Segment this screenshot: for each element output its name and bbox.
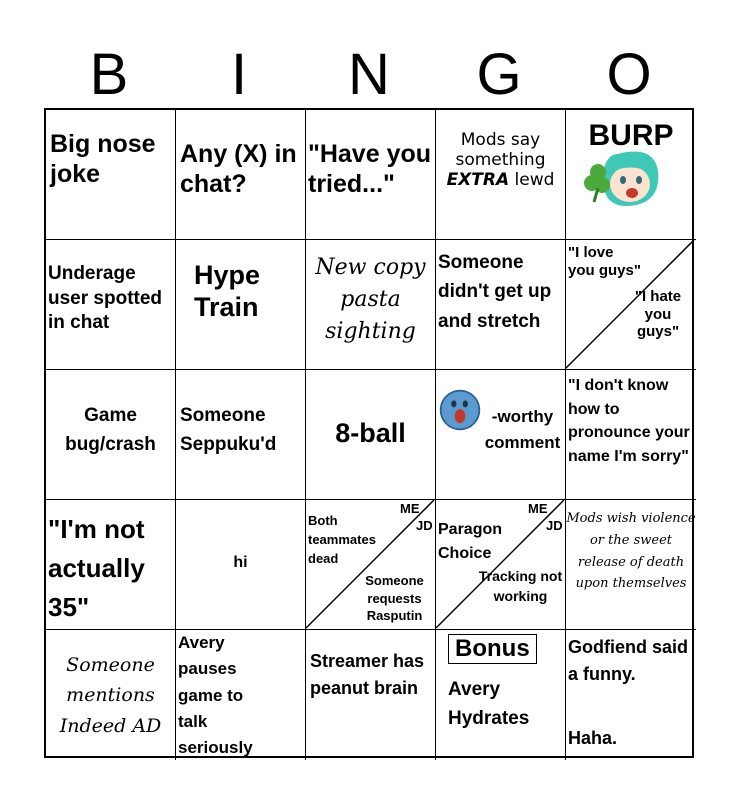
cell-o5[interactable]	[566, 630, 696, 760]
me-label: ME	[400, 501, 420, 516]
tracking-text: Tracking not working	[478, 568, 563, 605]
header-letter-n: N	[348, 42, 390, 107]
cell-text: Avery pauses game to talk seriously	[178, 633, 253, 758]
cell-text: Someone mentions Indeed AD	[59, 654, 162, 737]
jd-label: JD	[416, 518, 433, 533]
cell-g3[interactable]	[436, 370, 566, 500]
paragon-text: Paragon Choice	[438, 521, 503, 562]
cell-text: Mods wish violence or the sweet release of death upon themselves	[566, 511, 696, 592]
cell-n4[interactable]	[306, 500, 436, 630]
cell-i2[interactable]	[176, 240, 306, 370]
cell-text: Game bug/crash	[65, 405, 156, 455]
cell-g4[interactable]	[436, 500, 566, 630]
header-letter-b: B	[89, 42, 129, 107]
mods-say-text: Mods say something	[455, 130, 546, 171]
cell-g1[interactable]	[436, 110, 566, 240]
cell-text: New copy pasta sighting	[315, 255, 426, 344]
cell-text: Big nose joke	[50, 130, 156, 188]
cell-o4[interactable]	[566, 500, 696, 630]
cell-n3[interactable]	[306, 370, 436, 500]
cell-o3[interactable]	[566, 370, 696, 500]
cell-text: hi	[233, 554, 248, 571]
cell-text: Streamer has peanut brain	[310, 651, 425, 698]
cell-g5[interactable]	[436, 630, 566, 760]
cell-i5[interactable]	[176, 630, 306, 760]
header-letter-o: O	[606, 42, 652, 107]
jd-label: JD	[546, 518, 563, 533]
shocked-face-icon	[438, 388, 482, 432]
cell-text: "I don't know how to pronounce your name I'm sorry"	[568, 377, 690, 466]
hate-text: "I hate you guys"	[634, 288, 682, 341]
cell-text: Someone didn't get up and stretch	[438, 252, 552, 332]
love-text: "I love you guys"	[568, 244, 641, 279]
cell-text	[440, 130, 561, 190]
cell-b3[interactable]	[46, 370, 176, 500]
haha-text: Haha.	[568, 728, 618, 748]
cell-text: Underage user spotted in chat	[48, 263, 163, 334]
cell-text: -worthy comment	[484, 407, 561, 452]
cell-text: BURP	[588, 119, 674, 152]
cell-g2[interactable]	[436, 240, 566, 370]
header-letter-g: G	[476, 42, 522, 107]
cell-i3[interactable]	[176, 370, 306, 500]
godfiend-text: Godfiend said a funny.	[568, 637, 689, 684]
cell-b4[interactable]	[46, 500, 176, 630]
cell-o2[interactable]	[566, 240, 696, 370]
bonus-badge: Bonus	[448, 634, 537, 664]
me-label: ME	[528, 501, 548, 516]
cell-text: "I'm not actually 35"	[48, 514, 145, 622]
bingo-grid	[44, 108, 694, 758]
cell-i1[interactable]	[176, 110, 306, 240]
cell-text: "Have you tried..."	[308, 140, 432, 198]
cell-o1[interactable]	[566, 110, 696, 240]
lewd-text: lewd	[514, 170, 555, 191]
burp-emote-icon	[566, 110, 696, 240]
cell-text: Hype Train	[194, 260, 261, 322]
cell-text: Someone Seppuku'd	[180, 405, 277, 455]
bonus-wrap	[448, 634, 561, 664]
cell-n1[interactable]	[306, 110, 436, 240]
rasputin-text: Someone requests Rasputin	[365, 573, 424, 624]
cell-i4[interactable]	[176, 500, 306, 630]
cell-b5[interactable]	[46, 630, 176, 760]
cell-n5[interactable]	[306, 630, 436, 760]
cell-n2[interactable]	[306, 240, 436, 370]
extra-text: EXTRA	[446, 170, 510, 191]
both-dead-text: Both teammates dead	[308, 513, 376, 566]
hydrates-text: Avery Hydrates	[448, 679, 530, 729]
header-letter-i: I	[230, 42, 248, 107]
cell-text: 8-ball	[335, 418, 406, 448]
cell-b2[interactable]	[46, 240, 176, 370]
cell-b1[interactable]	[46, 110, 176, 240]
cell-text: Any (X) in chat?	[180, 140, 297, 198]
